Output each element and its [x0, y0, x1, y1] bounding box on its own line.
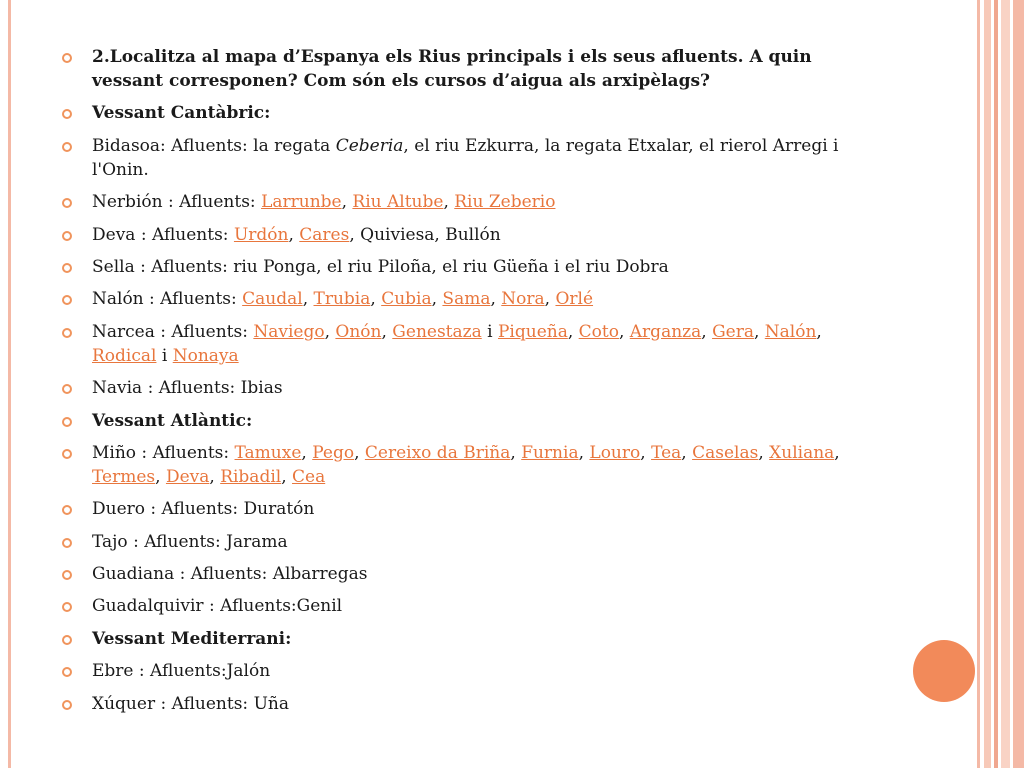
text-span: , — [834, 442, 840, 463]
list-item — [62, 190, 877, 214]
text-span: , — [510, 442, 522, 463]
text-span: Ebre : Afluents:Jalón — [92, 661, 271, 682]
river-link[interactable]: Caselas — [692, 442, 759, 463]
river-link[interactable]: Pego — [312, 442, 355, 463]
text-span: , — [341, 192, 353, 213]
river-link[interactable]: Orlé — [555, 289, 594, 310]
right-frame-stripe — [1001, 0, 1010, 768]
river-link[interactable]: Tea — [651, 442, 682, 463]
text-span: , — [567, 321, 579, 342]
river-link[interactable]: Deva — [165, 466, 210, 487]
bullet-ring-icon — [62, 384, 72, 394]
bullet-ring-icon — [62, 328, 72, 338]
bullet-ring-icon — [62, 667, 72, 677]
bullet-ring-icon — [62, 602, 72, 612]
river-link[interactable]: Urdón — [233, 224, 289, 245]
bullet-ring-icon — [62, 635, 72, 645]
right-frame-stripe — [977, 0, 980, 768]
text-span: , el riu Ezkurra, la regata Etxalar, el rierol Arregi i l'Onin. — [92, 135, 839, 180]
bullet-ring-icon — [62, 570, 72, 580]
list-item — [62, 255, 877, 279]
bullet-ring-icon — [62, 700, 72, 710]
text-span: , — [443, 192, 455, 213]
text-span: Guadalquivir : Afluents:Genil — [92, 596, 343, 617]
river-link[interactable]: Trubia — [313, 289, 371, 310]
river-link[interactable]: Cubia — [381, 289, 432, 310]
text-span: Nerbión : Afluents: — [92, 192, 262, 213]
slide-bullet-list — [62, 45, 877, 724]
list-item — [62, 287, 877, 311]
text-span: i — [156, 345, 173, 366]
list-item — [62, 101, 877, 125]
river-link[interactable]: Riu Zeberio — [454, 192, 556, 213]
text-span: Guadiana : Afluents: Albarregas — [92, 564, 368, 585]
text-span: , — [324, 321, 336, 342]
text-span: , — [431, 289, 443, 310]
text-span: , — [209, 466, 221, 487]
text-span: Tajo : Afluents: Jarama — [92, 531, 288, 552]
text-span: Deva : Afluents: — [92, 224, 234, 245]
river-link[interactable]: Cea — [292, 466, 326, 487]
river-link[interactable]: Rodical — [92, 345, 157, 366]
river-link[interactable]: Nora — [501, 289, 545, 310]
right-frame-stripe — [994, 0, 998, 768]
bullet-ring-icon — [62, 53, 72, 63]
river-link[interactable]: Naviego — [253, 321, 325, 342]
list-item — [62, 530, 877, 554]
list-item — [62, 562, 877, 586]
text-span: Sella : Afluents: riu Ponga, el riu Piloña, el riu Güeña i el riu Dobra — [92, 256, 669, 277]
river-link[interactable]: Coto — [578, 321, 619, 342]
river-link[interactable]: Genestaza — [392, 321, 482, 342]
river-link[interactable]: Nonaya — [172, 345, 239, 366]
text-span: Xúquer : Afluents: Uña — [92, 693, 289, 714]
bullet-ring-icon — [62, 417, 72, 427]
text-span: 2.Localitza al mapa d’Espanya els Rius principals i els seus afluents. A quin vessant corresponen? Com són els cursos d’aigua als arxipèlags? — [92, 47, 812, 91]
river-link[interactable]: Tamuxe — [234, 442, 302, 463]
text-span: Vessant Atlàntic: — [92, 410, 253, 431]
text-span: , — [681, 442, 693, 463]
list-item — [62, 497, 877, 521]
river-link[interactable]: Ribadil — [220, 466, 282, 487]
bullet-ring-icon — [62, 263, 72, 273]
list-item — [62, 692, 877, 716]
bullet-ring-icon — [62, 538, 72, 548]
bullet-ring-icon — [62, 449, 72, 459]
river-link[interactable]: Gera — [712, 321, 754, 342]
text-span: , — [370, 289, 382, 310]
text-span: Vessant Mediterrani: — [92, 628, 292, 649]
list-item — [62, 45, 877, 93]
list-item — [62, 320, 877, 368]
list-item — [62, 594, 877, 618]
text-span: Vessant Cantàbric: — [92, 103, 271, 124]
text-span: , — [544, 289, 556, 310]
river-link[interactable]: Nalón — [764, 321, 817, 342]
text-span: , — [701, 321, 713, 342]
text-span: , — [640, 442, 652, 463]
river-link[interactable]: Caudal — [242, 289, 303, 310]
text-span: , — [618, 321, 630, 342]
right-frame-stripe — [1013, 0, 1024, 768]
text-span: Miño : Afluents: — [92, 442, 235, 463]
right-frame-stripe — [984, 0, 991, 768]
text-span: , — [354, 442, 365, 463]
river-link[interactable]: Arganza — [629, 321, 702, 342]
decorative-circle — [913, 640, 975, 702]
list-item — [62, 376, 877, 400]
text-span: , — [302, 289, 314, 310]
bullet-ring-icon — [62, 109, 72, 119]
list-item — [62, 223, 877, 247]
text-span: Navia : Afluents: Ibias — [92, 378, 283, 399]
text-span: Duero : Afluents: Duratón — [92, 499, 315, 520]
text-span: Bidasoa: Afluents: la regata — [92, 135, 336, 156]
text-span: , — [155, 466, 166, 487]
river-link[interactable]: Larrunbe — [261, 192, 342, 213]
river-link[interactable]: Louro — [589, 442, 641, 463]
list-item — [62, 409, 877, 433]
text-span: i — [481, 321, 498, 342]
text-span: Narcea : Afluents: — [92, 321, 254, 342]
text-span: , — [281, 466, 293, 487]
italic-text: Ceberia — [335, 135, 404, 156]
left-frame-line — [8, 0, 11, 768]
bullet-ring-icon — [62, 198, 72, 208]
list-item — [62, 134, 877, 182]
text-span: Nalón : Afluents: — [92, 289, 243, 310]
text-span: , — [490, 289, 502, 310]
text-span: , — [578, 442, 590, 463]
river-link[interactable]: Xuliana — [769, 442, 835, 463]
river-link[interactable]: Furnia — [521, 442, 579, 463]
text-span: , — [381, 321, 393, 342]
river-link[interactable]: Piqueña — [497, 321, 568, 342]
list-item — [62, 441, 877, 489]
river-link[interactable]: Cares — [299, 224, 350, 245]
text-span: , — [753, 321, 765, 342]
text-span: , — [758, 442, 770, 463]
river-link[interactable]: Termes — [92, 466, 156, 487]
text-span: , Quiviesa, Bullón — [349, 224, 501, 245]
text-span: , — [288, 224, 300, 245]
river-link[interactable]: Riu Altube — [352, 192, 444, 213]
list-item — [62, 627, 877, 651]
text-span: , — [816, 321, 822, 342]
text-span: , — [301, 442, 313, 463]
bullet-ring-icon — [62, 295, 72, 305]
river-link[interactable]: Onón — [335, 321, 382, 342]
river-link[interactable]: Cereixo da Briña — [364, 442, 511, 463]
bullet-ring-icon — [62, 142, 72, 152]
list-item — [62, 659, 877, 683]
river-link[interactable]: Sama — [442, 289, 491, 310]
bullet-ring-icon — [62, 505, 72, 515]
bullet-ring-icon — [62, 231, 72, 241]
